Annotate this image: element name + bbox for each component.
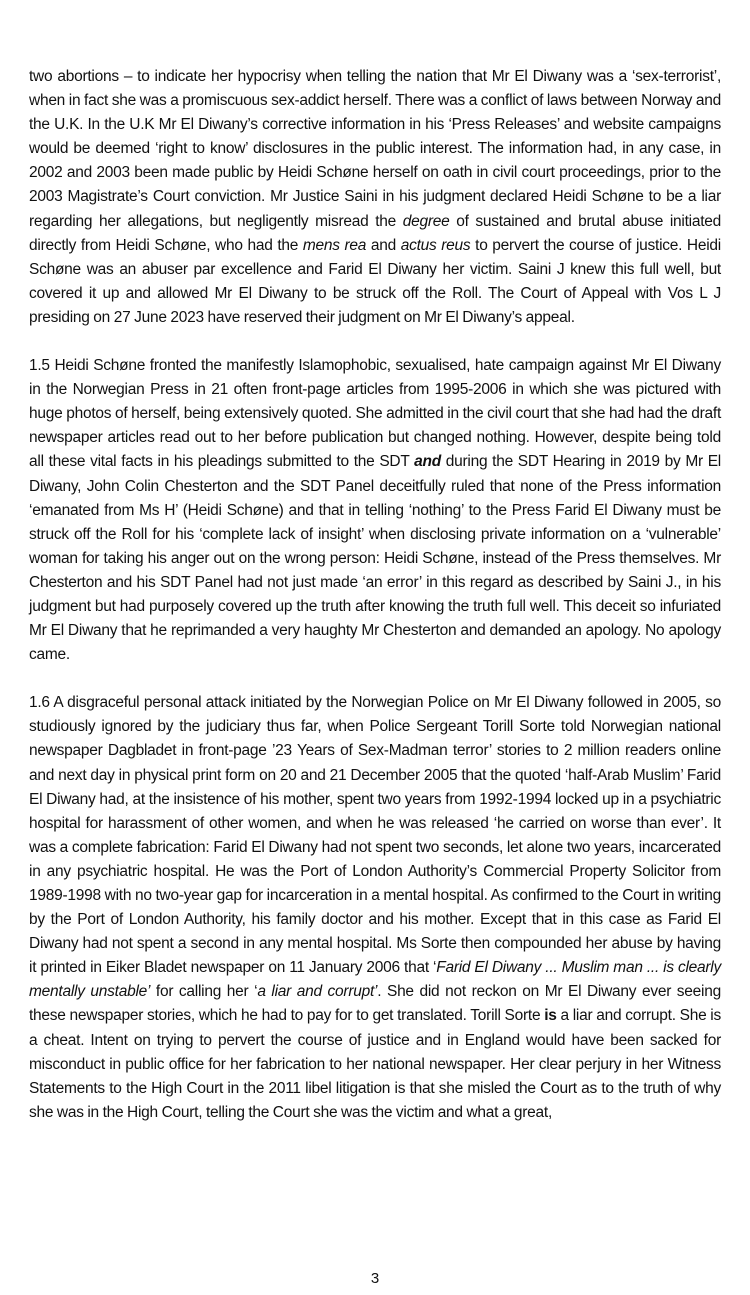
text-run: for calling her ‘ [150,983,258,1001]
text-run: and [366,236,401,254]
text-run: two abortions – to indicate her hypocrisy when telling the nation that Mr El Diwany was a ‘sex-terrorist’, when in fact she was a promiscuous sex-addict herself. There was a conflict of laws between Norway and the U.K. In the U.K Mr El Diwany’s corrective information in his ‘Press Releases’ and website campaigns would be deemed ‘right to know’ disclosures in the public interest. The information had, in any case, in 2002 and 2003 been made public by Heidi Schøne herself on oath in civil court proceedings, prior to the 2003 Magistrate’s Court conviction. Mr Justice Saini in his judgment declared Heidi Schøne to be a liar regarding her allegations, but negligently misread the [29,68,721,230]
text-run: a liar and corrupt’ [257,983,378,1001]
text-run: 1.6 A disgraceful personal attack initiated by the Norwegian Police on Mr El Diwany followed in 2005, so studiously ignored by the judiciary thus far, when Police Sergeant Torill Sorte told Norwegian national newspaper Dagbladet in front-page ’23 Years of Sex-Madman terror’ stories to 2 million readers online and next day in physical print form on 20 and 21 December 2005 that the quoted ‘half-Arab Muslim’ Farid El Diwany had, at the insistence of his mother, spent two years from 1992-1994 locked up in a psychiatric hospital for harassment of other women, and when he was released ‘he carried on worse than ever’. It was a complete fabrication: Farid El Diwany had not spent two seconds, let alone two years, incarcerated in any psychiatric hospital. He was the Port of London Authority’s Commercial Property Solicitor from 1989-1998 with no two-year gap for incarceration in a mental hospital. As confirmed to the Court in writing by the Port of London Authority, his family doctor and his mother. Except that in this case as Farid El Diwany had not spent a second in any mental hospital. Ms Sorte then compounded her abuse by having it printed in Eiker Bladet newspaper on 11 January 2006 that ‘ [29,694,721,977]
text-run: of sustained and brutal abuse initiated directly from Heidi Schøne, who had the [29,212,721,254]
page-number: 3 [370,1270,380,1287]
text-run: mens rea [302,236,367,254]
text-run: 1.5 Heidi Schøne fronted the manifestly Islamophobic, sexualised, hate campaign against Mr El Diwany in the Norwegian Press in 21 often front-page articles from 1995-2006 in which she was pictured with huge photos of herself, being extensively quoted. She admitted in the civil court that she had had the draft newspaper articles read out to her before publication but changed nothing. However, despite being told all these vital facts in his pleadings submitted to the SDT [29,357,721,471]
text-run: and [414,453,441,471]
text-run: a liar and corrupt. She is a cheat. Intent on trying to pervert the course of justice and in England would have been sacked for misconduct in public office for her fabrication to her national newspaper. Her clear perjury in her Witness Statements to the High Court in the 2011 libel litigation is that she misled the Court as to the truth of why she was in the High Court, telling the Court she was the victim and what a great, [29,1007,721,1121]
text-run: actus reus [400,236,471,254]
document-body [29,65,721,1125]
text-run: during the SDT Hearing in 2019 by Mr El Diwany, John Colin Chesterton and the SDT Panel deceitfully ruled that none of the Press information ‘emanated from Ms H’ (Heidi Schøne) and that in telling ‘nothing’ to the Press Farid El Diwany must be struck off the Roll for his ‘complete lack of insight’ when disclosing private information on a ‘vulnerable’ woman for taking his anger out on the wrong person: Heidi Schøne, instead of the Press themselves. Mr Chesterton and his SDT Panel had not just made ‘an error’ in this regard as described by Saini J., in his judgment but had purposely covered up the truth after knowing the truth full well. This deceit so infuriated Mr El Diwany that he reprimanded a very haughty Mr Chesterton and demanded an apology. No apology came. [29,453,721,664]
text-run: Farid El Diwany ... Muslim man ... is clearly mentally unstable’ [29,959,721,1001]
text-run: is [544,1007,557,1025]
text-run: degree [402,212,450,230]
paragraph-1-6 [29,691,721,1125]
paragraph-continuation [29,65,721,330]
paragraph-1-5 [29,354,721,667]
text-run: to pervert the course of justice. Heidi Schøne was an abuser par excellence and Farid El Diwany her victim. Saini J knew this full well, but covered it up and allowed Mr El Diwany to be struck off the Roll. The Court of Appeal with Vos L J presiding on 27 June 2023 have reserved their judgment on Mr El Diwany’s appeal. [29,236,721,326]
text-run: . She did not reckon on Mr El Diwany ever seeing these newspaper stories, which he had to pay for to get translated. Torill Sorte [29,983,721,1025]
